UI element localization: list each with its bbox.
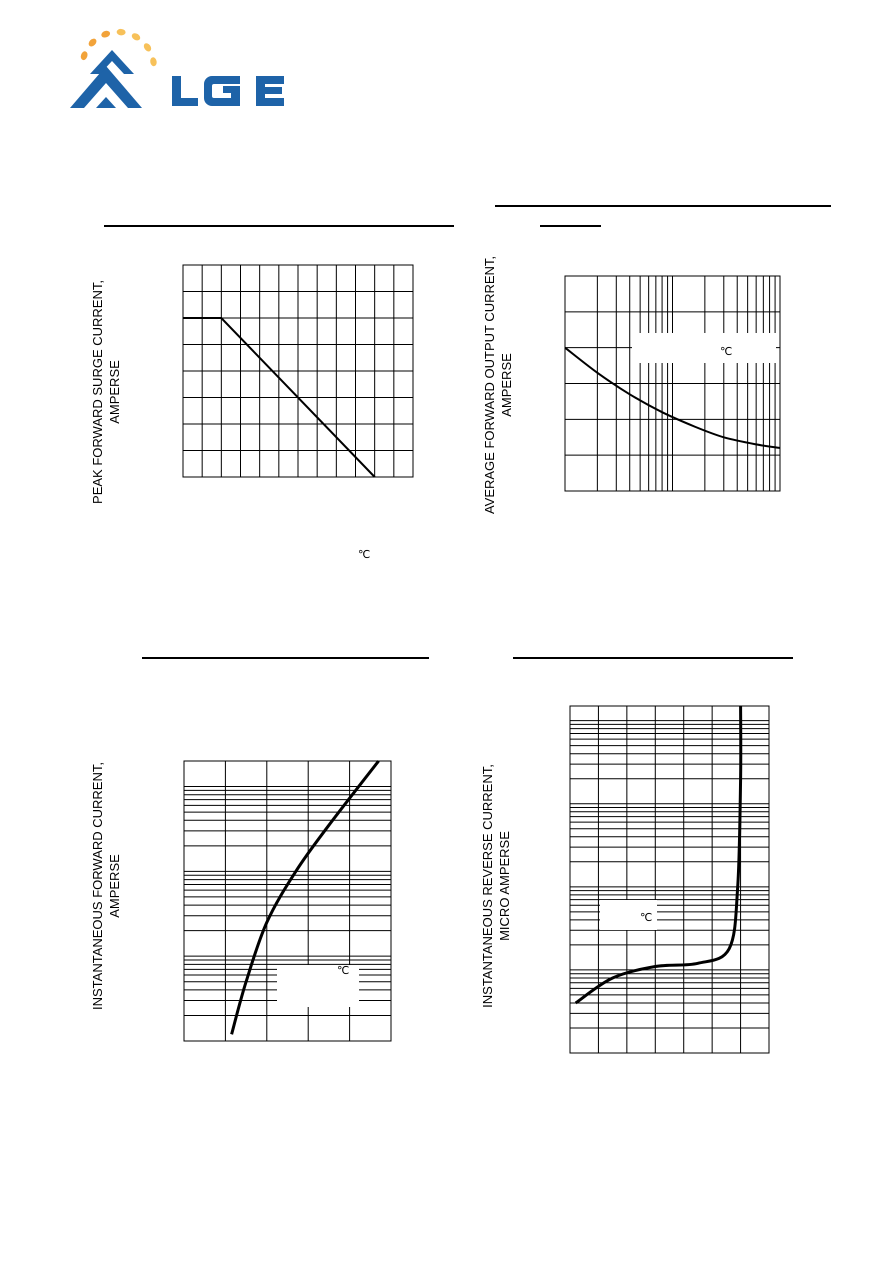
chart3-ylabel-line2: AMPERSE	[107, 854, 122, 918]
chart4-ylabel-line1: INSTANTANEOUS REVERSE CURRENT,	[480, 764, 495, 1008]
chart1-ylabel-line2: AMPERSE	[107, 360, 122, 424]
chart4-ylabel-line2: MICRO AMPERSE	[497, 831, 512, 941]
chart3-unit-label: ℃	[337, 964, 350, 977]
chart4-unit-label: ℃	[640, 911, 653, 924]
chart2-unit-label: ℃	[720, 345, 733, 358]
chart1-unit-label: ℃	[358, 548, 371, 561]
chart2-ylabel-line2: AMPERSE	[499, 353, 514, 417]
chart4-series-line	[576, 706, 741, 1003]
chart2-ylabel-line1: AVERAGE FORWARD OUTPUT CURRENT,	[482, 255, 497, 515]
chart2-legend-box	[632, 333, 776, 363]
chart1-ylabel-line1: PEAK FORWARD SURGE CURRENT,	[90, 280, 105, 504]
chart3-ylabel-line1: INSTANTANEOUS FORWARD CURRENT,	[90, 762, 105, 1010]
